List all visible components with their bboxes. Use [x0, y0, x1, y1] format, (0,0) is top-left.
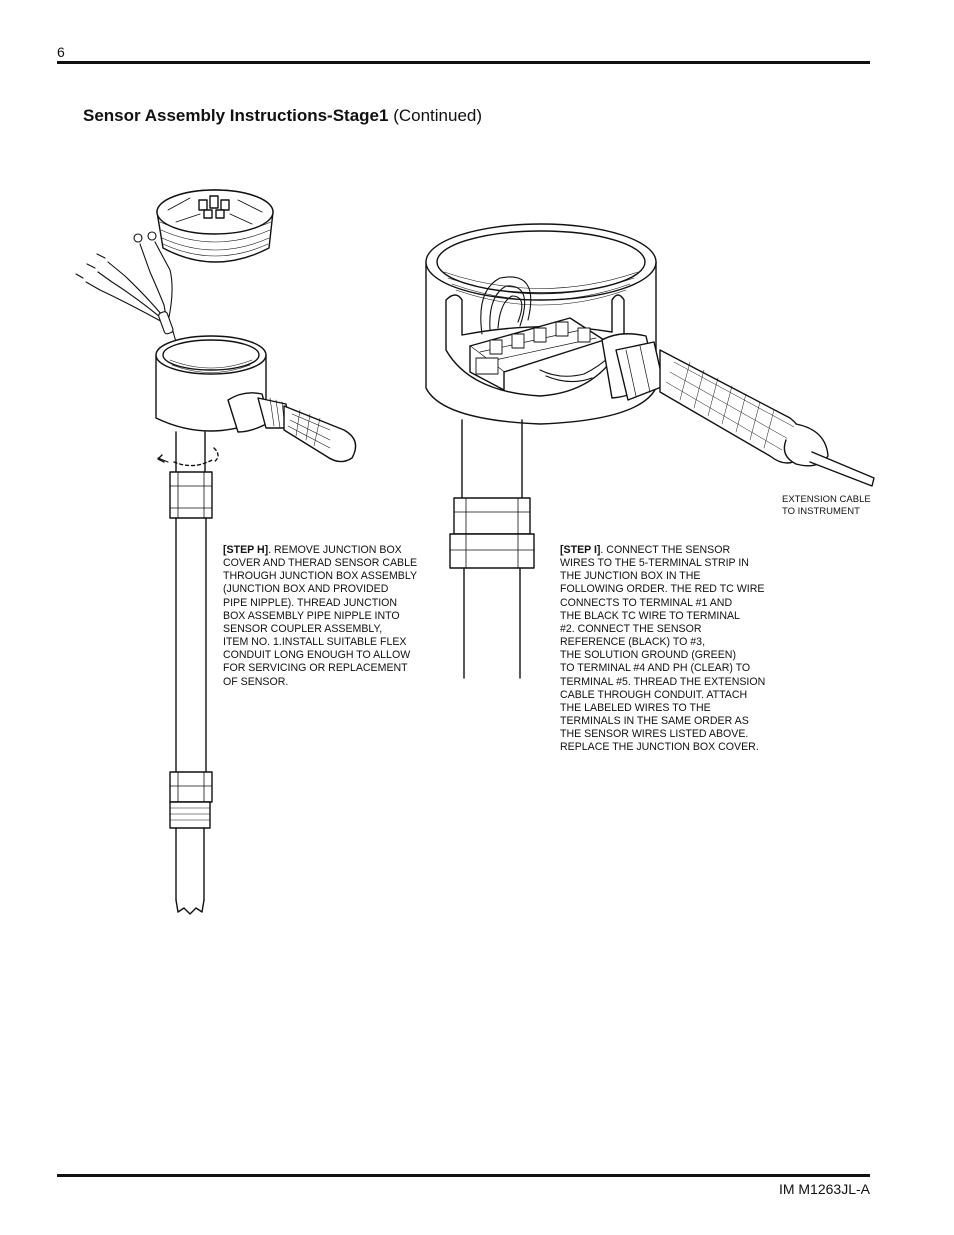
step-i-line: TERMINALS IN THE SAME ORDER AS — [560, 715, 749, 728]
junction-box-left — [156, 336, 356, 462]
callout-extension-cable — [782, 494, 871, 517]
step-i-line: REPLACE THE JUNCTION BOX COVER. — [560, 741, 759, 754]
step-i-line: WIRES TO THE 5-TERMINAL STRIP IN — [560, 557, 749, 570]
callout-line-1: EXTENSION CABLE — [782, 494, 871, 505]
step-i-line: THE JUNCTION BOX IN THE — [560, 570, 701, 583]
step-h-line: ITEM NO. 1.INSTALL SUITABLE FLEX — [223, 636, 407, 649]
step-i-line: TO TERMINAL #4 AND PH (CLEAR) TO — [560, 662, 751, 675]
step-i-line: CONNECTS TO TERMINAL #1 AND — [560, 596, 733, 609]
step-h-line-0 — [223, 544, 433, 557]
step-i-first-line: . CONNECT THE SENSOR — [600, 544, 731, 556]
step-i-label: [STEP I] — [560, 544, 601, 556]
step-i-text — [560, 544, 780, 755]
sensor-pipe-left — [158, 432, 218, 914]
step-h-first-line: . REMOVE JUNCTION BOX — [268, 544, 402, 556]
step-h-line: OF SENSOR. — [223, 675, 289, 688]
step-h-line: COVER AND THERAD SENSOR CABLE — [223, 557, 418, 570]
step-i-line: FOLLOWING ORDER. THE RED TC WIRE — [560, 583, 765, 596]
step-i-line: THE LABELED WIRES TO THE — [560, 701, 711, 714]
step-i-line: REFERENCE (BLACK) TO #3, — [560, 636, 706, 649]
step-h-line: BOX ASSEMBLY PIPE NIPPLE INTO — [223, 609, 400, 622]
step-i-line: THE SOLUTION GROUND (GREEN) — [560, 649, 736, 662]
step-h-line: PIPE NIPPLE). THREAD JUNCTION — [223, 596, 398, 609]
heading-bold: Sensor Assembly Instructions-Stage1 — [83, 106, 389, 125]
step-i-line: CABLE THROUGH CONDUIT. ATTACH — [560, 688, 748, 701]
footer-rule — [57, 1174, 870, 1177]
step-h-line: THROUGH JUNCTION BOX ASSEMBLY — [223, 570, 418, 583]
step-h-line: SENSOR COUPLER ASSEMBLY, — [223, 622, 383, 635]
junction-box-right — [426, 224, 874, 486]
junction-box-cover — [157, 190, 273, 262]
callout-line-2: TO INSTRUMENT — [782, 505, 860, 517]
step-i-line-0 — [560, 544, 780, 557]
step-h-line: FOR SERVICING OR REPLACEMENT — [223, 662, 408, 675]
step-h-line: (JUNCTION BOX AND PROVIDED — [223, 583, 389, 596]
step-h-label: [STEP H] — [223, 544, 269, 556]
pipe-nipple-right — [450, 420, 534, 678]
heading-continued: (Continued) — [393, 106, 483, 125]
step-i-line: THE SENSOR WIRES LISTED ABOVE. — [560, 728, 749, 741]
step-i-line: #2. CONNECT THE SENSOR — [560, 622, 702, 635]
step-i-line: THE BLACK TC WIRE TO TERMINAL — [560, 609, 740, 622]
step-h-line: CONDUIT LONG ENOUGH TO ALLOW — [223, 649, 411, 662]
page-number: 6 — [57, 44, 65, 60]
step-i-line: TERMINAL #5. THREAD THE EXTENSION — [560, 675, 766, 688]
step-h-text — [223, 544, 433, 689]
document-id: IM M1263JL-A — [778, 1181, 870, 1197]
